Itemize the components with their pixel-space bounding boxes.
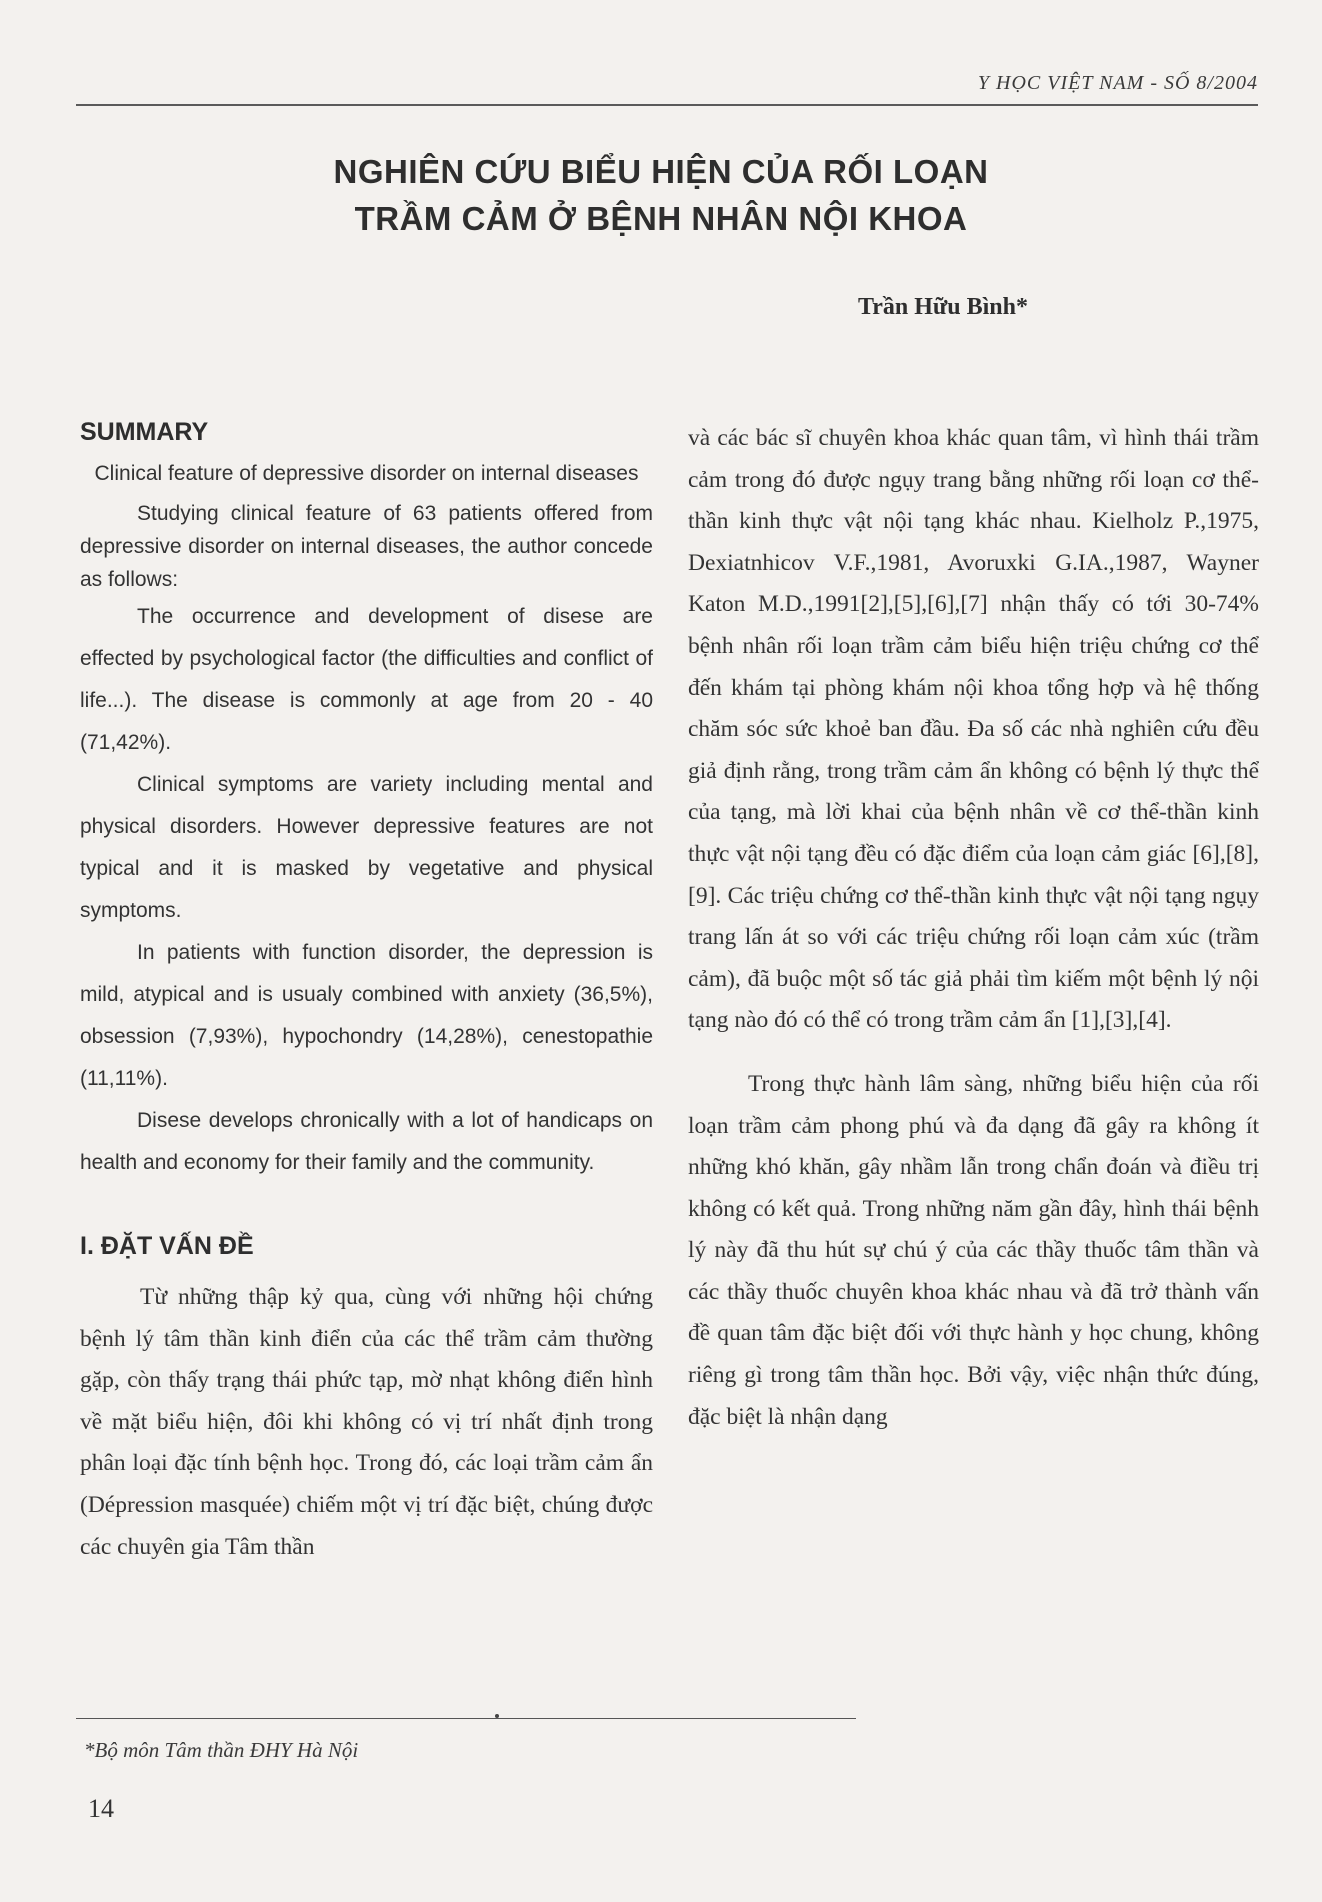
body-paragraph: Từ những thập kỷ qua, cùng với những hội chứng bệnh lý tâm thần kinh điển của các thể trầm cảm thường gặp, còn thấy trạng thái phức tạp, mờ nhạt không điển hình về mặt biểu hiện, đôi khi không có vị trí nhất định trong phân loại đặc tính bệnh học. Trong đó, các loại trầm cảm ẩn (Dépression masquée) chiếm một vị trí đặc biệt, chúng được các chuyên gia Tâm thần <box>80 1284 653 1560</box>
footnote-divider <box>76 1718 856 1719</box>
author-name: Trần Hữu Bình* <box>857 294 1028 320</box>
header-divider <box>76 104 1258 106</box>
summary-paragraph: Clinical symptoms are variety including mental and physical disorders. However depressive features are not typical and it is masked by vegetative and physical symptoms. <box>80 773 653 922</box>
dot-mark <box>495 1714 499 1718</box>
summary-heading: SUMMARY <box>80 418 209 446</box>
summary-subtitle: Clinical feature of depressive disorder on internal diseases <box>94 462 639 485</box>
body-paragraph: Trong thực hành lâm sàng, những biểu hiện của rối loạn trầm cảm phong phú và đa dạng đã gây ra không ít những khó khăn, gây nhầm lẫn trong chẩn đoán và điều trị không có kết quả. Trong những năm gần đây, hình thái bệnh lý này đã thu hút sự chú ý của các thầy thuốc tâm thần và các thầy thuốc chuyên khoa khác nhau và đã trở thành vấn đề quan tâm đặc biệt đối với thực hành y học chung, không riêng gì trong tâm thần học. Bởi vậy, việc nhận thức đúng, đặc biệt là nhận dạng <box>688 1070 1259 1430</box>
body-paragraph: và các bác sĩ chuyên khoa khác quan tâm, vì hình thái trầm cảm trong đó được ngụy trang bằng những rối loạn cơ thể-thần kinh thực vật nội tạng khác nhau. Kielholz P.,1975, Dexiatnhicov V.F.,1981, Avoruxki G.IA.,1987, Wayner Katon M.D.,1991[2],[5],[6],[7] nhận thấy có tới 30-74% bệnh nhân rối loạn trầm cảm biểu hiện triệu chứng cơ thể đến khám tại phòng khám nội khoa tổng hợp và hệ thống chăm sóc sức khoẻ ban đầu. Đa số các nhà nghiên cứu đều giả định rằng, trong trầm cảm ẩn không có bệnh lý thực thể của tạng, mà lời khai của bệnh nhân về cơ thể-thần kinh thực vật nội tạng đều có đặc điểm của loạn cảm giác [6],[8],[9]. Các triệu chứng cơ thể-thần kinh thực vật nội tạng ngụy trang lấn át so với các triệu chứng rối loạn cảm xúc (trầm cảm), đã buộc một số tác giả phải tìm kiếm một bệnh lý nội tạng nào đó có thể có trong trầm cảm ẩn [1],[3],[4]. <box>688 425 1259 1034</box>
summary-paragraph: Disese develops chronically with a lot of handicaps on health and economy for their family and the community. <box>80 1109 653 1174</box>
title-line-2: TRẦM CẢM Ở BỆNH NHÂN NỘI KHOA <box>354 200 968 237</box>
summary-paragraph: The occurrence and development of disese are effected by psychological factor (the difficulties and conflict of life...). The disease is commonly at age from 20 - 40 (71,42%). <box>80 605 653 754</box>
journal-header: Y HỌC VIỆT NAM - SỐ 8/2004 <box>977 72 1258 94</box>
footnote: *Bộ môn Tâm thần ĐHY Hà Nội <box>84 1738 359 1762</box>
right-column <box>688 418 1259 1438</box>
summary-paragraph: In patients with function disorder, the depression is mild, atypical and is usualy combined with anxiety (36,5%), obsession (7,93%), hypochondry (14,28%), cenestopathie (11,11%). <box>80 941 653 1090</box>
title-line-1: NGHIÊN CỨU BIỂU HIỆN CỦA RỐI LOẠN <box>333 153 989 190</box>
article-title <box>0 148 1322 242</box>
section-heading: I. ĐẶT VẤN ĐỀ <box>80 1232 254 1260</box>
page-number: 14 <box>88 1794 114 1823</box>
summary-paragraph: Studying clinical feature of 63 patients offered from depressive disorder on internal diseases, the author concede as follows: <box>80 502 653 591</box>
left-column <box>80 418 653 1568</box>
